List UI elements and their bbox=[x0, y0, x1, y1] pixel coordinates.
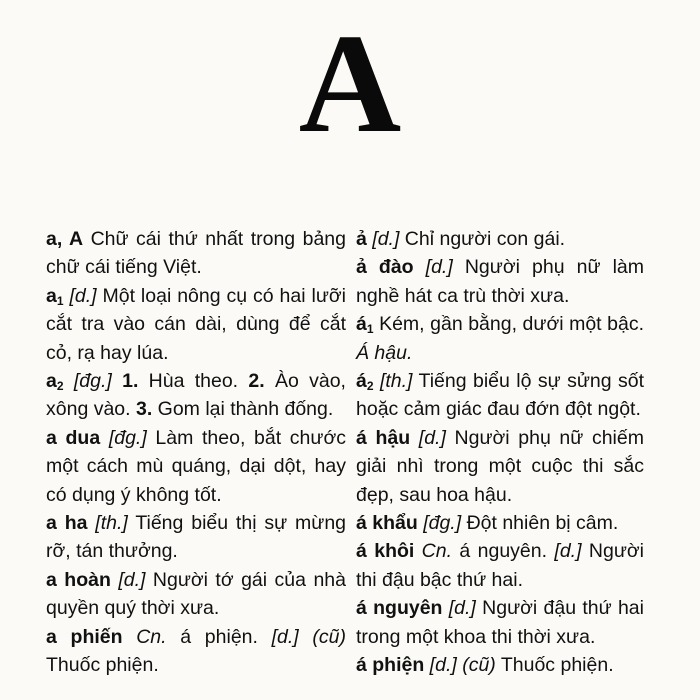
part-of-speech: [đg.] bbox=[417, 512, 462, 535]
example: Á hậu. bbox=[356, 341, 413, 364]
entry-a-dua bbox=[46, 424, 346, 509]
sense-number: 2. bbox=[238, 370, 265, 393]
headword: a bbox=[46, 370, 57, 393]
entry-a-phien-2 bbox=[356, 651, 644, 679]
cross-reference: á phiện. bbox=[166, 625, 258, 648]
headword: a hoàn bbox=[46, 568, 111, 591]
headword: a bbox=[46, 284, 57, 307]
sense-text: Gom lại thành đống. bbox=[152, 398, 334, 421]
part-of-speech: [đg.] bbox=[100, 426, 147, 449]
entry-a2 bbox=[46, 367, 346, 424]
homonym-index: 2 bbox=[56, 379, 64, 394]
headword: á bbox=[356, 313, 367, 336]
definition: Thuốc phiện. bbox=[495, 654, 614, 677]
part-of-speech: [d.] (cũ) bbox=[257, 625, 346, 648]
part-of-speech: [d.] bbox=[410, 426, 446, 449]
headword: ả bbox=[356, 228, 367, 250]
entry-a-sac-1 bbox=[356, 310, 644, 367]
headword: á bbox=[356, 370, 367, 393]
definition: Thuốc phiện. bbox=[46, 654, 159, 677]
part-of-speech: [đg.] bbox=[63, 370, 112, 393]
part-of-speech: [d.] (cũ) bbox=[424, 654, 496, 677]
definition: Tiếng biểu thị sự mừng rỡ, tán thưởng. bbox=[46, 512, 347, 563]
entry-a-khau bbox=[356, 509, 644, 537]
part-of-speech: [d.] bbox=[366, 228, 400, 250]
definition: Người thi đậu bậc thứ hai. bbox=[356, 540, 644, 591]
entry-a-A bbox=[46, 225, 346, 282]
homonym-index: 2 bbox=[366, 379, 374, 394]
definition: Chữ cái thứ nhất trong bảng chữ cái tiếng Việt. bbox=[46, 228, 346, 279]
part-of-speech: [th.] bbox=[87, 512, 128, 535]
definition: Chỉ người con gái. bbox=[399, 228, 566, 250]
entry-a-hau bbox=[356, 424, 644, 509]
headword: á nguyên bbox=[356, 597, 443, 620]
left-column bbox=[46, 225, 346, 680]
definition: Làm theo, bắt chước một cách mù quáng, dại dột, hay có dụng ý không tốt. bbox=[46, 426, 346, 506]
sense-text: Hùa theo. bbox=[138, 370, 239, 393]
headword: a dua bbox=[46, 426, 101, 449]
sense-number: 3. bbox=[130, 398, 153, 421]
part-of-speech: [d.] bbox=[63, 284, 97, 307]
headword: á khẩu bbox=[356, 512, 418, 535]
homonym-index: 1 bbox=[366, 322, 374, 337]
definition: Kém, gần bằng, dưới một bậc. bbox=[373, 313, 644, 336]
definition: Người phụ nữ làm nghề hát ca trù thời xưa. bbox=[356, 256, 644, 307]
definition: Một loại nông cụ có hai lưỡi cắt tra vào cán dài, dùng để cắt cỏ, rạ hay lúa. bbox=[46, 284, 346, 364]
definition: Tiếng biểu lộ sự sửng sốt hoặc cảm giác đau đớn đột ngột. bbox=[356, 370, 644, 421]
homonym-index: 1 bbox=[56, 293, 64, 308]
cross-reference-marker: Cn. bbox=[122, 625, 167, 648]
entry-a-sac-2 bbox=[356, 367, 644, 424]
part-of-speech: [d.] bbox=[442, 597, 476, 620]
entry-a-nguyen bbox=[356, 594, 644, 651]
headword: a phiến bbox=[46, 625, 123, 648]
definition: Người đậu thứ hai trong một khoa thi thời xưa. bbox=[356, 597, 644, 648]
headword: a, A bbox=[46, 228, 84, 250]
headword: á khôi bbox=[356, 540, 415, 563]
headword: ả đào bbox=[356, 256, 414, 279]
entry-a-phien bbox=[46, 623, 346, 680]
sense-number: 1. bbox=[111, 370, 139, 393]
section-letter: A bbox=[298, 4, 402, 162]
part-of-speech: [d.] bbox=[413, 256, 453, 279]
part-of-speech: [d.] bbox=[547, 540, 582, 563]
headword: á hậu bbox=[356, 426, 411, 449]
definition: Đột nhiên bị câm. bbox=[461, 512, 619, 535]
sense-text: Ào vào, xông vào. bbox=[46, 370, 346, 421]
entry-a-hoi bbox=[356, 225, 644, 253]
entry-a1 bbox=[46, 282, 346, 367]
headword: á phiện bbox=[356, 654, 425, 677]
entry-a-hoan bbox=[46, 566, 346, 623]
cross-reference-marker: Cn. bbox=[414, 540, 453, 563]
headword: a ha bbox=[46, 512, 88, 535]
right-column bbox=[356, 225, 644, 680]
part-of-speech: [d.] bbox=[110, 568, 146, 591]
cross-reference: á nguyên. bbox=[452, 540, 548, 563]
entry-a-dao bbox=[356, 253, 644, 310]
part-of-speech: [th.] bbox=[373, 370, 413, 393]
definition: Người tớ gái của nhà quyền quý thời xưa. bbox=[46, 568, 346, 620]
entry-a-khoi bbox=[356, 537, 644, 594]
definition: Người phụ nữ chiếm giải nhì trong một cuộc thi sắc đẹp, sau hoa hậu. bbox=[356, 426, 644, 506]
entry-a-ha bbox=[46, 509, 346, 566]
